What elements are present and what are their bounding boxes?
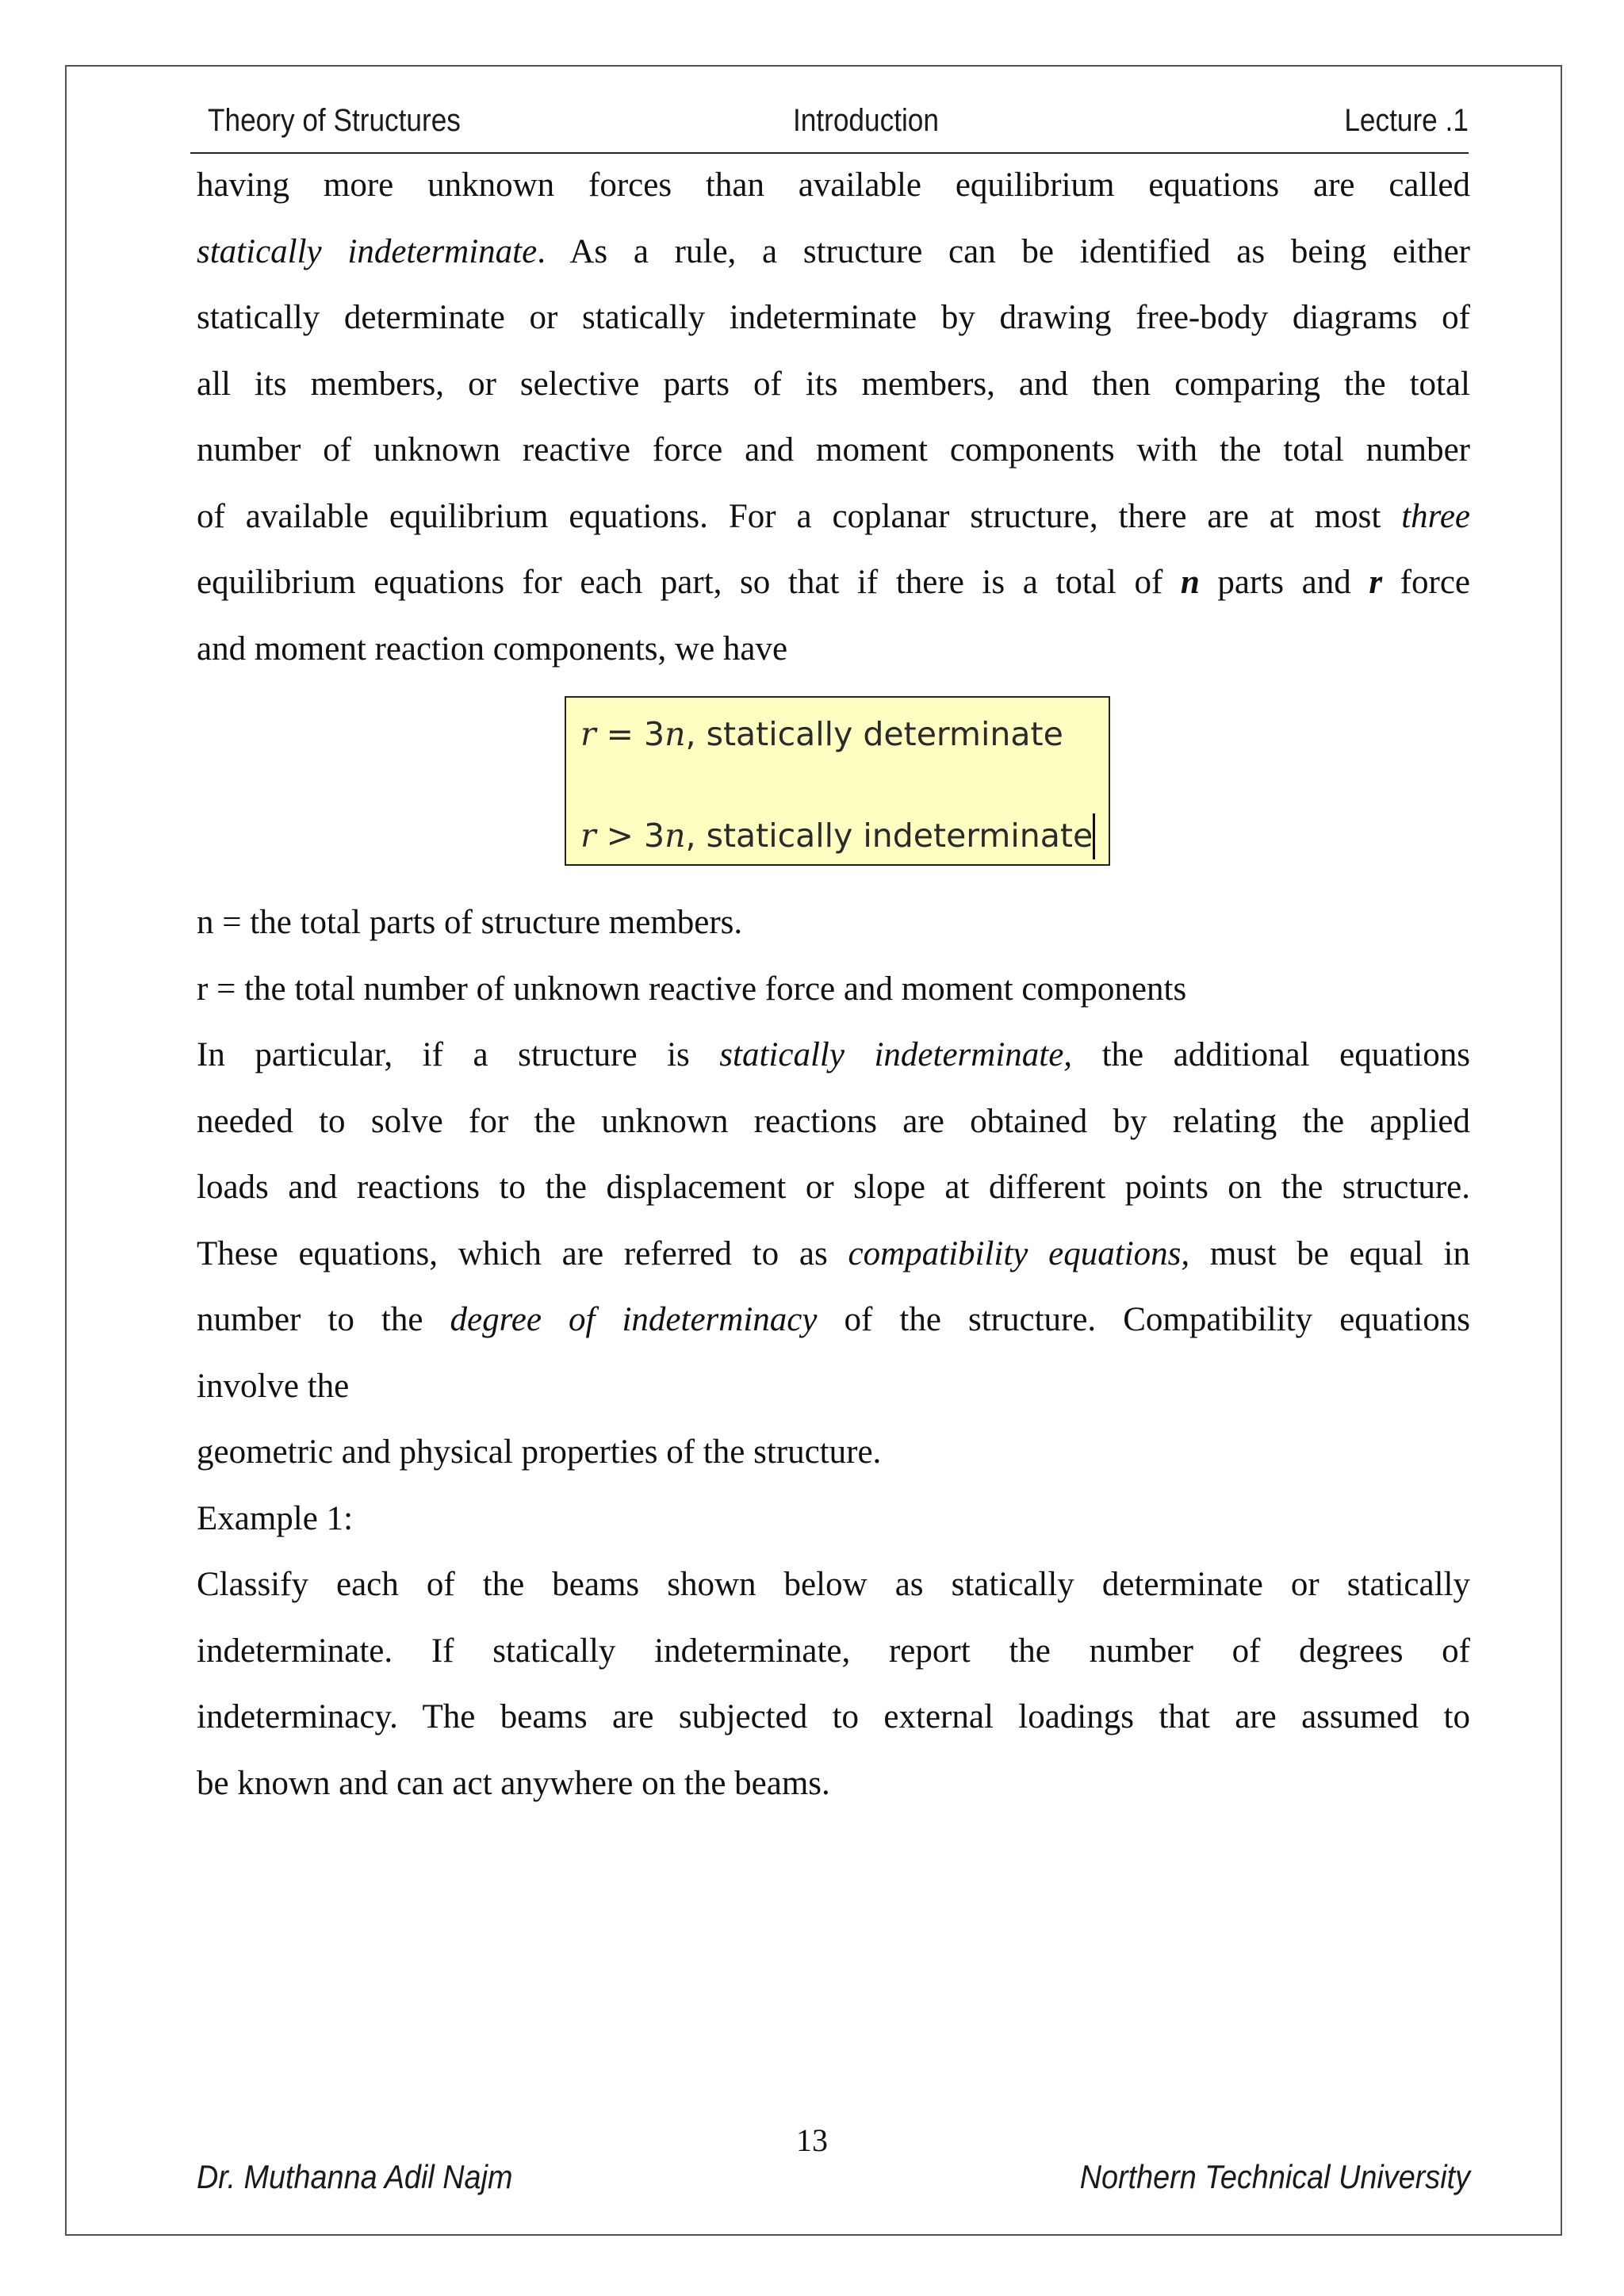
footer-author: Dr. Muthanna Adil Najm <box>197 2158 513 2195</box>
equation-box <box>565 696 1110 866</box>
text-line <box>197 484 1470 550</box>
text-line: having more unknown forces than available equilibrium equations are called <box>197 166 1470 204</box>
text-line: indeterminate. If statically indeterminate, report the number of degrees of <box>197 1632 1470 1670</box>
italic-term: statically indeterminate <box>197 232 538 270</box>
text-line <box>197 1221 1470 1288</box>
text-line: needed to solve for the unknown reactions are obtained by relating the applied <box>197 1102 1470 1140</box>
text-span: . As a rule, a structure can be identified as being either <box>537 232 1470 270</box>
text-span: of the structure. Compatibility equations <box>817 1301 1470 1338</box>
example-title: Example 1: <box>197 1499 354 1537</box>
footer-institution: Northern Technical University <box>1079 2158 1470 2195</box>
text-line: Classify each of the beams shown below as statically determinate or statically <box>197 1566 1470 1603</box>
text-span: These equations, which are referred to as <box>197 1234 848 1272</box>
text-line: loads and reactions to the displacement or slope at different points on the structure. <box>197 1169 1470 1206</box>
italic-term: compatibility equations, <box>848 1234 1190 1272</box>
italic-term: degree of indeterminacy <box>450 1301 818 1338</box>
definitions <box>197 890 1470 1022</box>
paragraph-indeterminacy <box>197 152 1470 682</box>
eq-var-r: r <box>580 817 596 855</box>
variable-n: n <box>1180 564 1200 601</box>
eq-operator: = 3 <box>596 715 665 753</box>
text-line: number of unknown reactive force and moment components with the total number <box>197 431 1470 469</box>
text-span: In particular, if a structure is <box>197 1036 720 1073</box>
text-span: force <box>1382 564 1471 601</box>
eq-var-n: n <box>665 715 686 753</box>
eq-var-n: n <box>665 817 686 855</box>
text-span: must be equal in <box>1189 1234 1470 1272</box>
definition-n: n = the total parts of structure members. <box>197 904 743 941</box>
eq-label: , statically determinate <box>685 715 1063 753</box>
text-line: geometric and physical properties of the structure. <box>197 1433 882 1471</box>
paragraph-compatibility <box>197 1022 1470 1486</box>
text-line <box>197 1287 1470 1353</box>
text-line: indeterminacy. The beams are subjected to external loadings that are assumed to <box>197 1698 1470 1735</box>
text-cursor <box>1093 813 1095 859</box>
header-lecture-number: Lecture .1 <box>1344 103 1469 138</box>
text-line: all its members, or selective parts of its members, and then comparing the total <box>197 365 1470 403</box>
eq-label: , statically indeterminate <box>685 817 1094 855</box>
text-span: of available equilibrium equations. For a coplanar structure, there are at most <box>197 497 1402 535</box>
equation-indeterminate <box>580 817 1093 855</box>
eq-operator: > 3 <box>596 817 665 855</box>
text-span: the additional equations <box>1072 1036 1470 1073</box>
text-line: statically determinate or statically indeterminate by drawing free-body diagrams of <box>197 299 1470 336</box>
text-line: be known and can act anywhere on the beams. <box>197 1764 830 1802</box>
text-span: number to the <box>197 1301 450 1338</box>
equation-determinate <box>580 715 1063 753</box>
example-section <box>197 1486 1470 1817</box>
text-line: involve the <box>197 1367 350 1405</box>
italic-term: statically indeterminate, <box>719 1036 1073 1073</box>
text-span: parts and <box>1199 564 1369 601</box>
eq-var-r: r <box>580 715 596 753</box>
text-line: and moment reaction components, we have <box>197 629 788 668</box>
document-body <box>197 152 1470 1816</box>
definition-r: r = the total number of unknown reactive force and moment components <box>197 970 1187 1008</box>
page-number: 13 <box>796 2122 828 2158</box>
variable-r: r <box>1369 564 1383 601</box>
italic-term: three <box>1401 497 1470 535</box>
header-section-title: Introduction <box>793 103 939 138</box>
header-course-title: Theory of Structures <box>208 103 461 138</box>
text-span: equilibrium equations for each part, so that if there is a total of <box>197 564 1181 601</box>
text-line <box>197 219 1470 285</box>
text-line <box>197 1022 1470 1089</box>
text-line <box>197 549 1470 616</box>
